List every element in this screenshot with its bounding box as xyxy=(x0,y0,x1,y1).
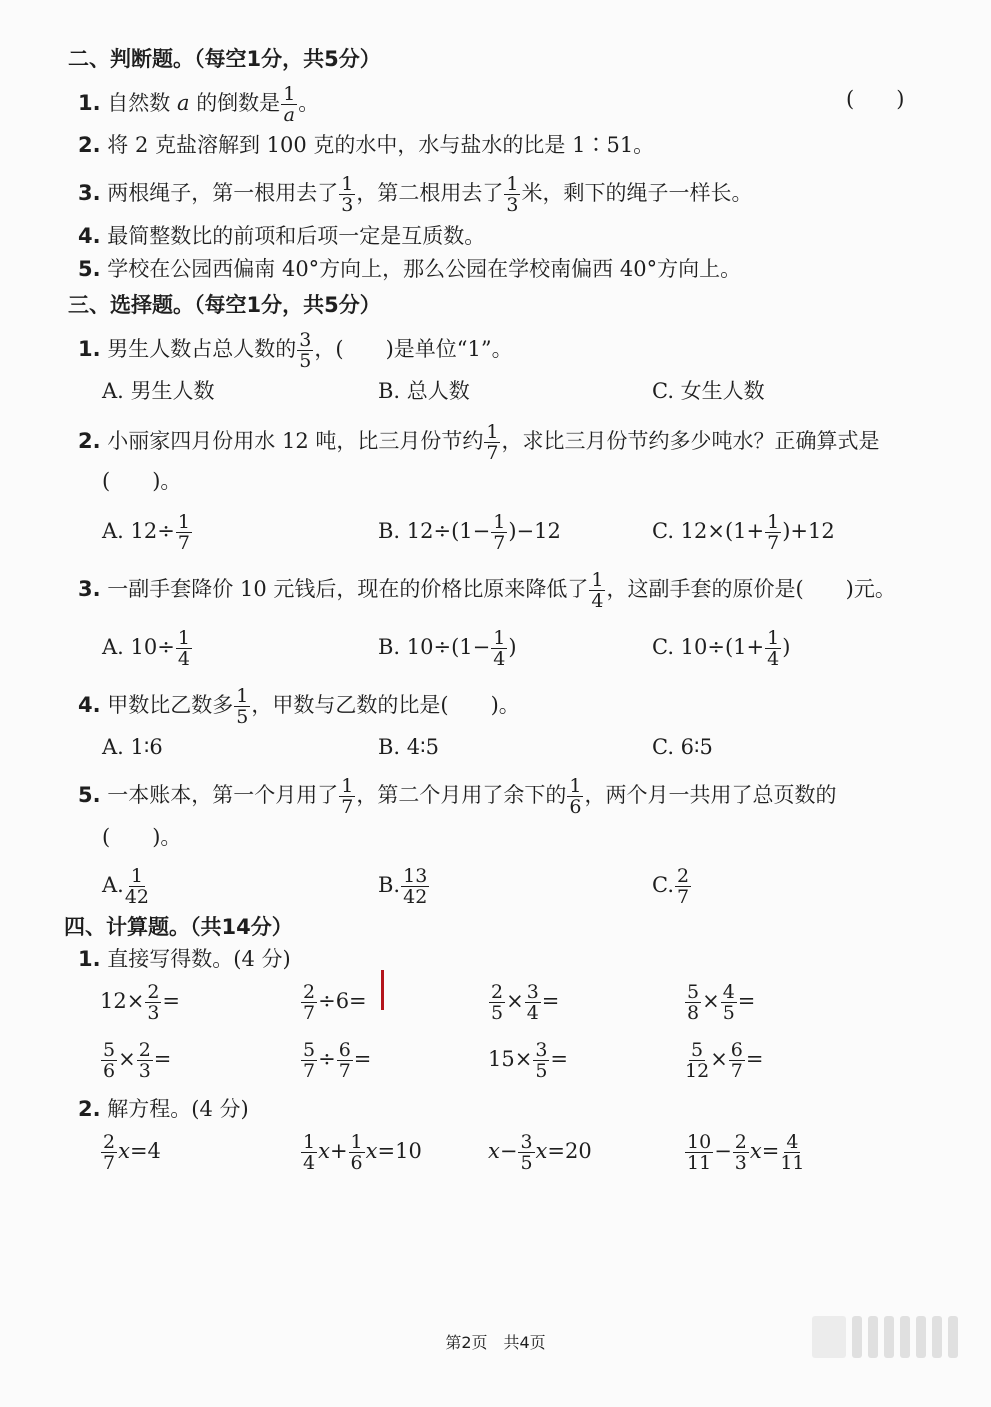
scan-edge-stripe xyxy=(916,1316,926,1358)
fraction: $\frac{3}{5}$ xyxy=(520,1131,533,1174)
choice-q5-line2: ( )。 xyxy=(102,825,182,849)
scan-edge-stripe xyxy=(932,1316,942,1358)
q-text: 一本账本，第一个月用了 xyxy=(107,783,339,807)
calc-item-8: $\frac{5}{12}$ × $\frac{6}{7}$ = xyxy=(685,1039,764,1082)
fraction: $\frac{1}{a}$ xyxy=(283,83,296,126)
choice-q5-option-b: B. $\frac{13}{42}$ xyxy=(378,865,428,908)
calc-item-3: $\frac{2}{5}$ × $\frac{3}{4}$ = xyxy=(491,981,560,1024)
scan-edge-stripe xyxy=(900,1316,910,1358)
fraction: $\frac{1}{4}$ xyxy=(303,1131,316,1174)
choice-q3-option-a: A. 10÷ $\frac{1}{4}$ xyxy=(102,627,190,670)
fraction: $\frac{1}{7}$ xyxy=(493,511,506,554)
calc-item-7: 15× $\frac{3}{5}$ = xyxy=(488,1039,569,1082)
choice-q5 xyxy=(78,776,836,817)
choice-q2-option-c: C. 12×(1+ $\frac{1}{7}$ )+12 xyxy=(652,511,835,554)
q-text: 一副手套降价 10 元钱后，现在的价格比原来降低了 xyxy=(107,577,589,601)
q-text: ，第二个月用了余下的 xyxy=(356,783,567,807)
choice-q2-option-b: B. 12÷(1− $\frac{1}{7}$ )−12 xyxy=(378,511,561,554)
fraction: $\frac{1}{7}$ xyxy=(177,511,190,554)
fraction: $\frac{5}{7}$ xyxy=(303,1039,316,1082)
fraction: $\frac{2}{7}$ xyxy=(103,1131,116,1174)
choice-q2-line2: ( )。 xyxy=(102,469,182,493)
q-text: 直接写得数。(4 分) xyxy=(107,947,291,971)
q-text: ，两个月一共用了总页数的 xyxy=(584,783,837,807)
page-footer: 第2页 共4页 xyxy=(445,1333,546,1352)
calc-item-2: $\frac{2}{7}$ ÷6= xyxy=(303,981,367,1024)
choice-q1-option-a: A. 男生人数 xyxy=(102,379,215,403)
q-text: ，第二根用去了 xyxy=(356,181,504,205)
fraction: $\frac{1}{42}$ xyxy=(124,865,150,908)
q-number: 3. xyxy=(78,577,101,601)
fraction: $\frac{2}{7}$ xyxy=(677,865,690,908)
choice-q2-option-a: A. 12÷ $\frac{1}{7}$ xyxy=(102,511,190,554)
q-text: ，甲数与乙数的比是( )。 xyxy=(251,693,520,717)
fraction: $\frac{1}{3}$ xyxy=(506,173,519,216)
fraction: $\frac{2}{3}$ xyxy=(138,1039,151,1082)
q-text: 小丽家四月份用水 12 吨，比三月份节约 xyxy=(107,429,484,453)
fraction: $\frac{1}{3}$ xyxy=(341,173,354,216)
fraction: $\frac{6}{7}$ xyxy=(730,1039,743,1082)
fraction: $\frac{1}{4}$ xyxy=(591,569,604,612)
q-text: 的倒数是 xyxy=(196,91,281,115)
fraction: $\frac{3}{5}$ xyxy=(535,1039,548,1082)
scan-edge-shade xyxy=(812,1316,846,1358)
fraction: $\frac{6}{7}$ xyxy=(338,1039,351,1082)
q-number: 2. xyxy=(78,429,101,453)
judge-q5 xyxy=(78,254,741,284)
q-text: 两根绳子，第一根用去了 xyxy=(107,181,339,205)
fraction: $\frac{5}{6}$ xyxy=(103,1039,116,1082)
fraction: $\frac{13}{42}$ xyxy=(403,865,428,908)
fraction: $\frac{1}{6}$ xyxy=(350,1131,363,1174)
judge-q2 xyxy=(78,130,654,160)
fraction: $\frac{1}{7}$ xyxy=(341,775,354,818)
choice-q1-option-c: C. 女生人数 xyxy=(652,379,765,403)
fraction: $\frac{1}{4}$ xyxy=(767,627,780,670)
scan-edge-stripe xyxy=(868,1316,878,1358)
fraction: $\frac{2}{3}$ xyxy=(734,1131,747,1174)
scan-edge-stripe xyxy=(948,1316,958,1358)
q-number: 2. xyxy=(78,133,101,157)
fraction: $\frac{5}{12}$ xyxy=(685,1039,710,1082)
fraction: $\frac{1}{7}$ xyxy=(486,421,499,464)
q-text: 甲数比乙数多 xyxy=(107,693,234,717)
calc-item-5: $\frac{5}{6}$ × $\frac{2}{3}$ = xyxy=(103,1039,172,1082)
fraction: $\frac{1}{4}$ xyxy=(493,627,506,670)
choice-q4-option-c: C. 6∶5 xyxy=(652,735,713,759)
q-number: 3. xyxy=(78,181,101,205)
q-number: 2. xyxy=(78,1097,101,1121)
calc-item-4: $\frac{5}{8}$ × $\frac{4}{5}$ = xyxy=(687,981,756,1024)
fraction: $\frac{1}{5}$ xyxy=(236,685,249,728)
equation-3: x− $\frac{3}{5}$ x=20 xyxy=(488,1131,592,1174)
choice-q1 xyxy=(78,330,513,371)
choice-q3-option-c: C. 10÷(1+ $\frac{1}{4}$ ) xyxy=(652,627,791,670)
choice-q1-option-b: B. 总人数 xyxy=(378,379,470,403)
choice-q3-option-b: B. 10÷(1− $\frac{1}{4}$ ) xyxy=(378,627,517,670)
q-text: 学校在公园西偏南 40°方向上，那么公园在学校南偏西 40°方向上。 xyxy=(107,257,742,281)
answer-paren: ( ) xyxy=(846,87,905,111)
equation-2: $\frac{1}{4}$ x+ $\frac{1}{6}$ x=10 xyxy=(303,1131,422,1174)
choice-q2 xyxy=(78,422,879,463)
fraction: $\frac{2}{3}$ xyxy=(147,981,160,1024)
calc-sub1-heading xyxy=(78,944,291,974)
choice-q5-option-a: A. $\frac{1}{42}$ xyxy=(102,865,150,908)
q-number: 1. xyxy=(78,947,101,971)
calc-item-1: 12× $\frac{2}{3}$ = xyxy=(100,981,181,1024)
section-title-choice: 三、选择题。（每空1分，共5分） xyxy=(68,293,381,317)
judge-q3 xyxy=(78,174,752,215)
fraction: $\frac{10}{11}$ xyxy=(687,1131,712,1174)
equation-4: $\frac{10}{11}$ − $\frac{2}{3}$ x= $\frac{4}{11}$ xyxy=(687,1131,805,1174)
fraction: $\frac{1}{7}$ xyxy=(767,511,780,554)
choice-q5-option-c: C. $\frac{2}{7}$ xyxy=(652,865,690,908)
q-text: 解方程。(4 分) xyxy=(107,1097,249,1121)
q-text: 。 xyxy=(298,91,320,115)
judge-q1 xyxy=(78,84,319,125)
q-text: 最简整数比的前项和后项一定是互质数。 xyxy=(107,224,486,248)
section-title-calculation: 四、计算题。（共14分） xyxy=(64,915,293,939)
q-variable: a xyxy=(176,91,190,115)
fraction: $\frac{3}{5}$ xyxy=(299,329,312,372)
handwritten-red-mark xyxy=(381,970,384,1010)
q-number: 1. xyxy=(78,91,101,115)
scan-edge-stripe xyxy=(884,1316,894,1358)
section-title-judgement: 二、判断题。（每空1分，共5分） xyxy=(68,47,381,71)
q-number: 5. xyxy=(78,257,101,281)
q-number: 1. xyxy=(78,337,101,361)
judge-q4 xyxy=(78,221,485,251)
q-number: 5. xyxy=(78,783,101,807)
fraction: $\frac{3}{4}$ xyxy=(526,981,539,1024)
equation-1: $\frac{2}{7}$ x=4 xyxy=(103,1131,161,1174)
fraction: $\frac{2}{5}$ xyxy=(491,981,504,1024)
fraction: $\frac{2}{7}$ xyxy=(303,981,316,1024)
q-text: 米，剩下的绳子一样长。 xyxy=(521,181,753,205)
q-text: ，求比三月份节约多少吨水？正确算式是 xyxy=(501,429,880,453)
choice-q4-option-a: A. 1∶6 xyxy=(102,735,163,759)
fraction: $\frac{1}{6}$ xyxy=(569,775,582,818)
q-text: ，( )是单位“1”。 xyxy=(314,337,513,361)
q-number: 4. xyxy=(78,224,101,248)
q-text: 自然数 xyxy=(107,91,171,115)
calc-item-6: $\frac{5}{7}$ ÷ $\frac{6}{7}$ = xyxy=(303,1039,372,1082)
q-number: 4. xyxy=(78,693,101,717)
q-text: 男生人数占总人数的 xyxy=(107,337,297,361)
fraction: $\frac{4}{5}$ xyxy=(722,981,735,1024)
fraction: $\frac{4}{11}$ xyxy=(780,1131,805,1174)
choice-q3 xyxy=(78,570,896,611)
scan-edge-stripe xyxy=(852,1316,862,1358)
fraction: $\frac{5}{8}$ xyxy=(687,981,700,1024)
q-text: 将 2 克盐溶解到 100 克的水中，水与盐水的比是 1∶51。 xyxy=(107,133,655,157)
choice-q4-option-b: B. 4∶5 xyxy=(378,735,439,759)
q-text: ，这副手套的原价是( )元。 xyxy=(606,577,896,601)
choice-q4 xyxy=(78,686,520,727)
fraction: $\frac{1}{4}$ xyxy=(177,627,190,670)
calc-sub2-heading xyxy=(78,1094,249,1124)
